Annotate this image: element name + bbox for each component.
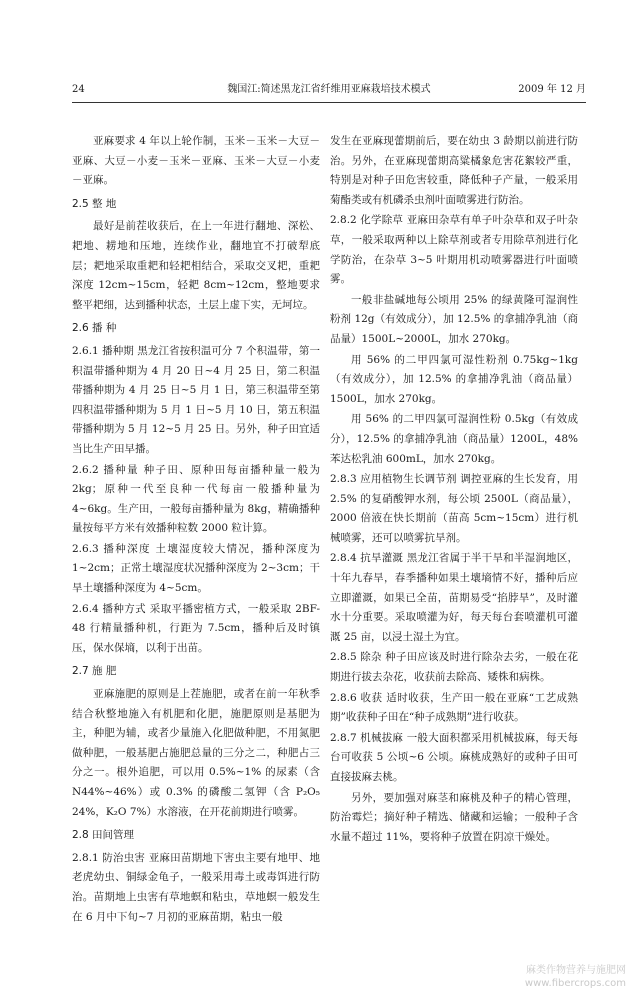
running-header <box>72 80 586 100</box>
paragraph: 亚麻施肥的原则是上茬施肥，或者在前一年秋季结合秋整地施入有机肥和化肥，施肥原则是基肥为主，种肥为辅，或者少量施入化肥做种肥，不用氮肥做种肥，一般基肥占施肥总量的三分之二，种肥占三分之一。根外追肥，可以用 0.5%~1% 的尿素（含 N44%~46%）或 0.3% 的磷酸二氢钾（含 P₂O₅ 24%，K₂O 7%）水溶液，在开花前期进行喷雾。 <box>72 688 320 818</box>
paragraph: 一般非盐碱地每公顷用 25% 的绿黄隆可湿润性粉剂 12g（有效成分），加 12.5% 的拿捕净乳油（商品量）1500L~2000L，加水 270kg。 <box>330 293 578 345</box>
running-title: 魏国江:简述黑龙江省纤维用亚麻栽培技术模式 <box>227 84 431 95</box>
paragraph: 发生在亚麻现蕾期前后，要在幼虫 3 龄期以前进行防治。另外，在亚麻现蕾期高粱橘象危害花絮较严重，特别是对种子田危害较重，降低种子产量，一般采用菊酯类或有机磷杀虫剂叶面喷雾进行防治。 <box>330 135 578 206</box>
paragraph: 亚麻要求 4 年以上轮作制，玉米－玉米－大豆－亚麻、大豆－小麦－玉米－亚麻、玉米－大豆－小麦－亚麻。 <box>72 135 320 187</box>
issue-date: 2009 年 12 月 <box>518 84 586 95</box>
paragraph: 2.8.2 化学除草 亚麻田杂草有单子叶杂草和双子叶杂草，一般采取两种以上除草剂或者专用除草剂进行化学防治，在杂草 3~5 叶期用机动喷雾器进行叶面喷雾。 <box>330 214 578 286</box>
section-heading: 2.5 整 地 <box>72 197 117 210</box>
paragraph: 2.8.4 抗旱灌溉 黑龙江省属于半干旱和半湿润地区，十年九春旱，春季播种如果土壤墒情不好，播种后应立即灌溉，如果已全苗，苗期易受“掐脖旱”，及时灌水十分重要。采取喷灌为好，每天每台套喷灌机可灌溉 25 亩，以浸土湿土为宜。 <box>330 552 578 643</box>
watermark-name: 麻类作物营养与施肥网 <box>526 965 626 976</box>
section-heading: 2.7 施 肥 <box>72 665 117 678</box>
paragraph: 2.6.2 播种量 种子田、原种田每亩播种量一般为 2kg；原种一代至良种一代每亩一般播种量为 4~6kg。生产田，一般每亩播种量为 8kg，精确播种量按每平方米有效播种粒数 2000 粒计算。 <box>72 463 320 535</box>
paragraph: 用 56% 的二甲四氯可湿润性粉 0.5kg（有效成分），12.5% 的拿捕净乳油（商品量）1200L，48% 苯达松乳油 600mL，加水 270kg。 <box>330 413 578 465</box>
site-watermark <box>525 964 626 990</box>
paragraph: 2.8.1 防治虫害 亚麻田苗期地下害虫主要有地甲、地老虎幼虫、铜绿金龟子，一般采用毒土或毒饵进行防治。苗期地上虫害有草地螟和粘虫，草地螟一般发生在 6 月中下旬~7 月初的亚麻苗期，粘虫一般 <box>72 851 320 923</box>
section-heading: 2.8 田间管理 <box>72 829 135 842</box>
right-column <box>330 132 578 848</box>
left-column <box>72 132 320 928</box>
paragraph: 2.6.1 播种期 黑龙江省按积温可分 7 个积温带，第一积温带播种期为 4 月 20 日~4 月 25 日，第二积温带播种期为 4 月 25 日~5 月 1 日，第三积温带至第四积温带播种期为 5 月 1 日~5 月 10 日，第五积温带播种期为 5 月 12~5 月 25 日。另外，种子田宜适当比生产田早播。 <box>72 344 320 455</box>
paragraph: 用 56% 的二甲四氯可湿性粉剂 0.75kg~1kg（有效成分），加 12.5% 的拿捕净乳油（商品量）1500L，加水 270kg。 <box>330 353 578 405</box>
section-heading: 2.6 播 种 <box>72 322 117 335</box>
paragraph: 最好是前茬收获后，在上一年进行翻地、深松、耙地、耢地和压地，连续作业，翻地宜不打破犁底层；耙地采取重耙和轻耙相结合，采取交叉耙，重耙深度 12cm~15cm，轻耙 8cm~12cm，整地要求整平耙细，达到播种状态，土层上虚下实，无坷垃。 <box>72 220 320 311</box>
paragraph: 2.6.4 播种方式 采取平播密植方式，一般采取 2BF-48 行精量播种机，行距为 7.5cm，播种后及时镇压，保水保墒，以利于出苗。 <box>72 602 320 654</box>
paragraph: 另外，要加强对麻茎和麻桃及种子的精心管理，防治霉烂；摘好种子精选、储藏和运输；一般种子含水量不超过 11%，要将种子放置在阴凉干燥处。 <box>330 791 578 843</box>
paragraph: 2.8.5 除杂 种子田应该及时进行除杂去劣，一般在花期进行拔去杂花，收获前去除高、矮株和病株。 <box>330 651 578 684</box>
header-rule <box>72 102 586 103</box>
paragraph: 2.6.3 播种深度 土壤湿度较大情况，播种深度为 1~2cm；正常土壤湿度状况播种深度为 2~3cm；干旱土壤播种深度为 4~5cm。 <box>72 542 320 595</box>
page-number: 24 <box>72 84 85 95</box>
paragraph: 2.8.7 机械拔麻 一般大面积都采用机械拔麻，每天每台可收获 5 公顷~6 公顷。麻桃成熟好的或种子田可直接拔麻去桃。 <box>330 731 578 783</box>
watermark-url: www.fibercrops.com <box>524 978 626 989</box>
paragraph: 2.8.6 收获 适时收获，生产田一般在亚麻“工艺成熟期”收获种子田在“种子成熟期”进行收获。 <box>330 691 578 724</box>
paragraph: 2.8.3 应用植物生长调节剂 调控亚麻的生长发育，用 2.5% 的复硝酸钾水剂，每公顷 2500L（商品量），2000 倍液在快长期前（苗高 5cm~15cm）进行机械喷雾，还可以喷雾抗旱剂。 <box>330 473 578 544</box>
